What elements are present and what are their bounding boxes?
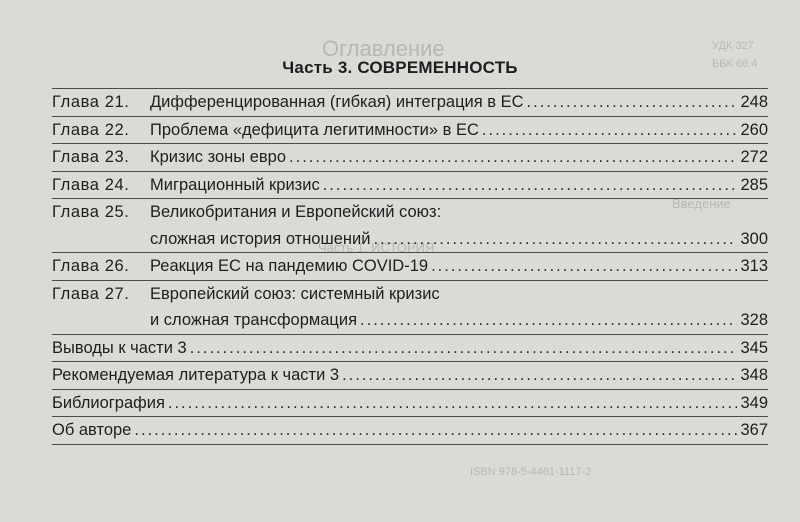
page-number: 313 (740, 257, 768, 275)
dot-leader (527, 89, 738, 116)
dot-leader (134, 417, 737, 444)
dot-leader (168, 390, 738, 417)
entry-title: Европейский союз: системный кризис (150, 284, 440, 303)
table-of-contents (52, 88, 768, 445)
toc-entry (52, 390, 768, 418)
toc-entry (52, 117, 768, 145)
dot-leader (482, 117, 738, 144)
page-number: 300 (740, 229, 768, 248)
dot-leader (289, 144, 737, 171)
toc-entry (52, 417, 768, 445)
chapter-number: Глава 27. (52, 284, 130, 303)
entry-title: Библиография (52, 393, 165, 412)
entry-title: Дифференцированная (гибкая) интеграция в ЕС (150, 93, 524, 111)
entry-title: Выводы к части 3 (52, 338, 187, 357)
toc-entry (52, 88, 768, 117)
page-number: 348 (740, 366, 768, 384)
toc-entry (52, 144, 768, 172)
ghost-part1: Часть 1. ИСТОРИЯ (318, 240, 435, 255)
page-number: 285 (740, 175, 768, 194)
page-number: 367 (740, 421, 768, 439)
chapter-number: Глава 22. (52, 120, 130, 139)
dot-leader (342, 362, 737, 389)
entry-title: Об авторе (52, 421, 132, 439)
page-number: 345 (740, 338, 768, 357)
dot-leader (360, 307, 737, 334)
part-heading: Часть 3. СОВРЕМЕННОСТЬ (282, 58, 518, 77)
entry-title: Реакция ЕС на пандемию COVID-19 (150, 257, 429, 275)
toc-entry (52, 253, 768, 281)
udk-code: УДК 327 (712, 40, 754, 52)
entry-title: и сложная трансформация (150, 311, 358, 329)
entry-title: сложная история отношений (150, 229, 371, 248)
chapter-number: Глава 24. (52, 175, 130, 194)
ghost-intro: Введение (672, 196, 731, 211)
dot-leader (373, 226, 737, 253)
dot-leader (190, 335, 738, 362)
toc-entry (52, 172, 768, 200)
page-number: 248 (740, 93, 768, 111)
page-number: 328 (740, 311, 768, 329)
page-number: 349 (740, 393, 768, 412)
chapter-number: Глава 25. (52, 203, 130, 221)
page-number: 260 (740, 120, 768, 139)
page-number: 272 (740, 148, 768, 166)
entry-title: Великобритания и Европейский союз: (150, 203, 442, 221)
bbk-code: ББК 66.4 (712, 58, 758, 70)
chapter-number: Глава 26. (52, 257, 130, 275)
chapter-number: Глава 23. (52, 148, 130, 166)
dot-leader (431, 253, 737, 280)
ghost-isbn: ISBN 978-5-4461-1117-2 (470, 466, 592, 478)
entry-title: Рекомендуемая литература к части 3 (52, 366, 340, 384)
toc-entry (52, 199, 768, 253)
toc-entry (52, 335, 768, 363)
entry-title: Проблема «дефицита легитимности» в ЕС (150, 120, 479, 139)
toc-entry (52, 362, 768, 390)
dot-leader (323, 172, 738, 199)
ghost-contents-title: Оглавление (322, 36, 445, 61)
toc-entry (52, 281, 768, 335)
entry-title: Кризис зоны евро (150, 148, 287, 166)
chapter-number: Глава 21. (52, 93, 130, 111)
entry-title: Миграционный кризис (150, 175, 320, 194)
